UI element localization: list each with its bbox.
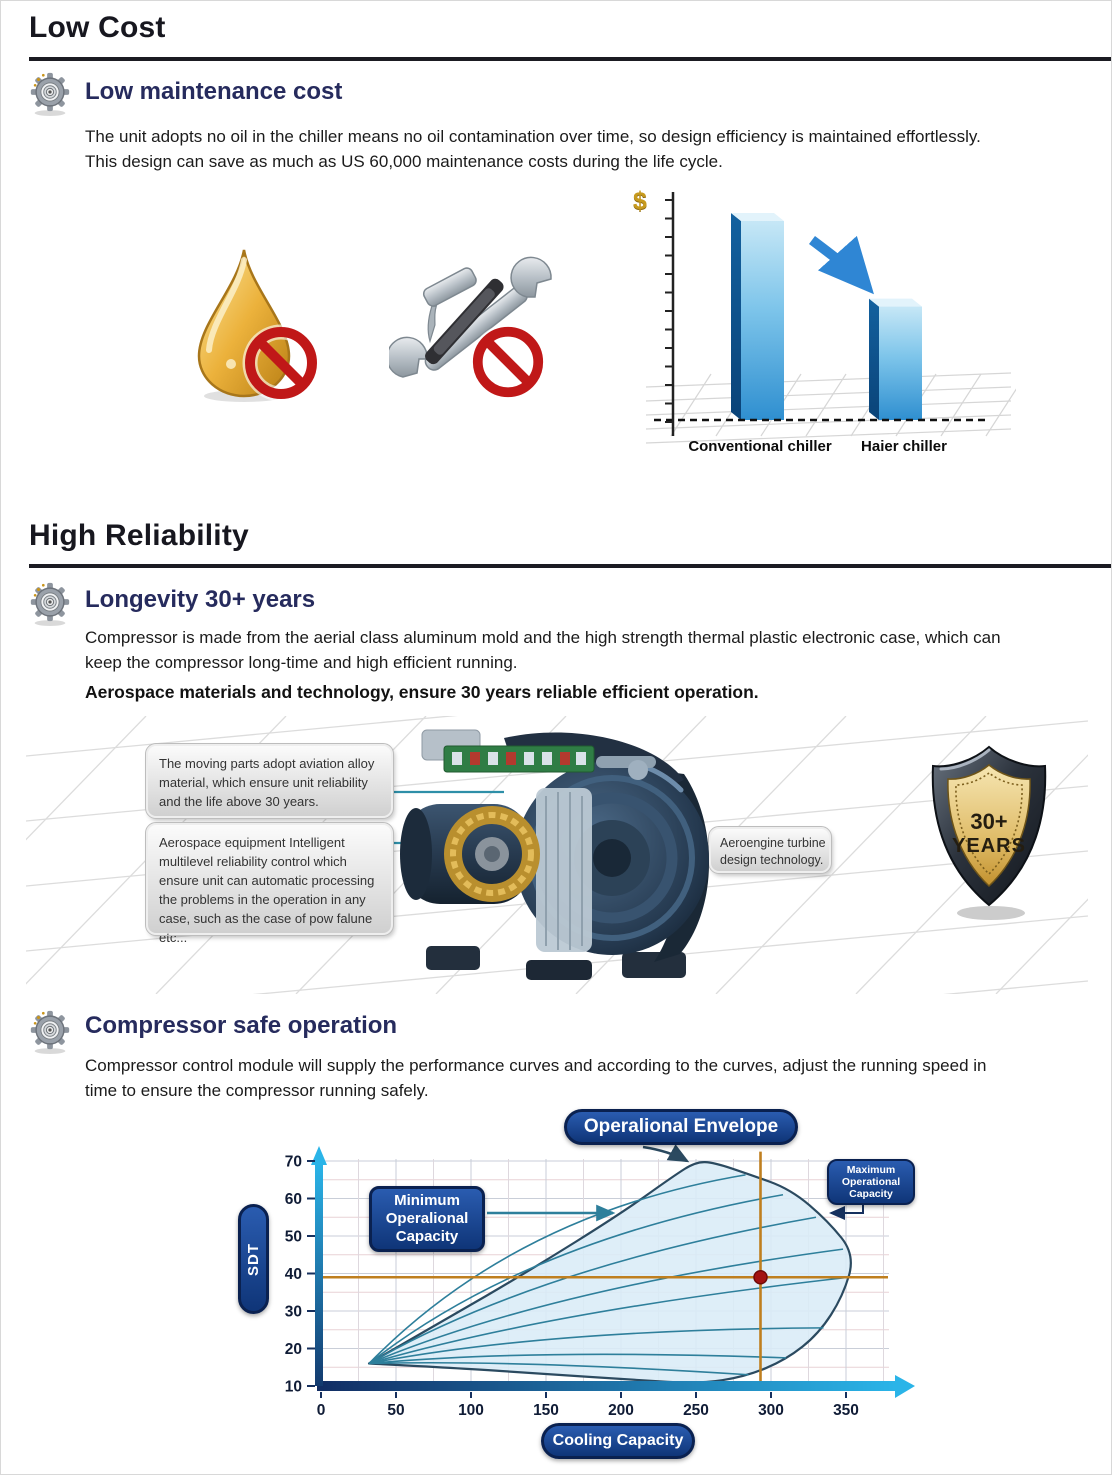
svg-text:50: 50 <box>284 1228 302 1246</box>
paragraph-line: The unit adopts no oil in the chiller means no oil contamination over time, so design efficiency is maintained effortlessly. <box>85 127 981 146</box>
gear-icon <box>27 577 73 627</box>
dollar-icon: $ <box>633 187 647 215</box>
section-title-low-cost: Low Cost <box>29 11 166 44</box>
envelope-chart <box>1 1101 1112 1475</box>
svg-text:300: 300 <box>758 1402 784 1419</box>
callout-multilevel-control: Aerospace equipment Intelligent multilevel reliability control which ensure unit can automatic processing the problems in the operation in any case, such as the case of pow falune etc... <box>146 823 393 935</box>
badge-line: Minimum <box>394 1192 460 1209</box>
svg-text:50: 50 <box>387 1402 405 1419</box>
compressor-cutaway-image <box>386 716 716 996</box>
no-symbol-icon <box>469 323 547 401</box>
sdt-axis-label: SDT <box>238 1204 269 1314</box>
shield-30-years-badge <box>919 743 1059 923</box>
bar-label-conventional: Conventional chiller <box>688 438 832 455</box>
svg-text:10: 10 <box>284 1378 302 1396</box>
bar-label-haier: Haier chiller <box>861 438 947 455</box>
min-capacity-badge <box>369 1186 485 1252</box>
svg-text:40: 40 <box>284 1266 302 1283</box>
badge-line: Capacity <box>395 1228 459 1245</box>
badge-line: Capacity <box>849 1188 893 1200</box>
paragraph-line: keep the compressor long-time and high efficient running. <box>85 653 518 672</box>
gear-icon <box>27 1005 73 1055</box>
max-capacity-badge <box>827 1159 915 1205</box>
badge-line: Operational <box>841 1176 901 1188</box>
subsection-heading-longevity: Longevity 30+ years <box>85 586 316 613</box>
badge-line: Maximum <box>846 1164 896 1176</box>
section-divider <box>29 57 1112 61</box>
callout-line: Aeroengine turbine <box>720 836 826 850</box>
paragraph-line: Compressor control module will supply the performance curves and according to the curves, adjust the running speed in <box>85 1056 987 1075</box>
section-divider <box>29 564 1112 568</box>
paragraph-line: Compressor is made from the aerial class aluminum mold and the high strength thermal plastic electronic case, which can <box>85 628 1001 647</box>
paragraph-line: This design can save as much as US 60,000 maintenance costs during the life cycle. <box>85 152 723 171</box>
shield-text-30plus: 30+ <box>970 809 1008 834</box>
subsection-heading-safe-operation: Compressor safe operation <box>85 1012 398 1039</box>
section-title-high-reliability: High Reliability <box>29 519 249 552</box>
badge-line: Operalional <box>385 1210 469 1227</box>
svg-text:100: 100 <box>458 1402 484 1419</box>
callout-aeroengine <box>709 827 831 873</box>
gear-icon <box>27 67 73 117</box>
paragraph-line: time to ensure the compressor running safely. <box>85 1081 429 1100</box>
svg-text:60: 60 <box>284 1191 302 1208</box>
shield-text-years: YEARS <box>952 835 1026 857</box>
svg-text:30: 30 <box>284 1303 302 1321</box>
svg-text:200: 200 <box>608 1402 634 1419</box>
no-symbol-icon <box>241 323 321 403</box>
bold-note: Aerospace materials and technology, ensure 30 years reliable efficient operation. <box>85 682 759 702</box>
envelope-chart-block <box>1 1101 1112 1475</box>
envelope-title-badge <box>564 1109 798 1145</box>
cooling-capacity-axis-label: Cooling Capacity <box>541 1423 695 1459</box>
svg-text:250: 250 <box>683 1402 709 1419</box>
svg-text:0: 0 <box>316 1402 326 1419</box>
envelope-title-text: Operalional Envelope <box>583 1116 779 1137</box>
callout-line: design technology. <box>720 853 824 867</box>
cost-bar-chart <box>616 184 1016 464</box>
svg-text:350: 350 <box>833 1402 859 1419</box>
subsection-heading-low-maintenance: Low maintenance cost <box>85 78 343 105</box>
svg-text:20: 20 <box>284 1341 302 1358</box>
callout-moving-parts: The moving parts adopt aviation alloy material, which ensure unit reliability and the life above 30 years. <box>146 744 393 818</box>
svg-text:70: 70 <box>284 1153 302 1171</box>
svg-text:150: 150 <box>533 1402 559 1419</box>
